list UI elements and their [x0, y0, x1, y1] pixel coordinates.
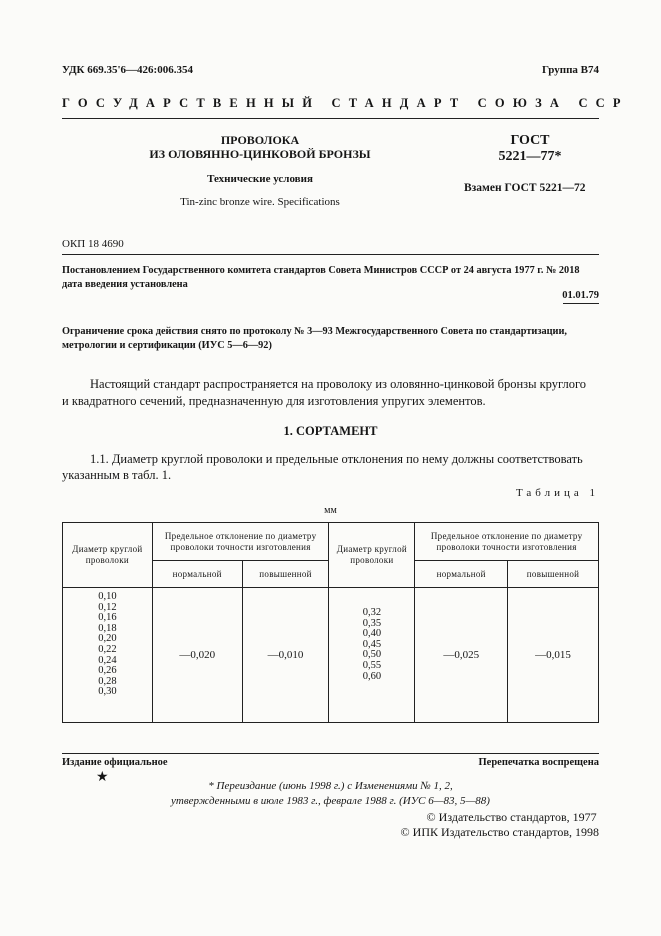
gost-number: 5221—77*: [498, 149, 562, 164]
table-header-row: [63, 523, 599, 561]
intro-line2: и квадратного сечений, предназначенную для изготовления упругих элементов.: [62, 394, 486, 408]
group1-normal: —0,020: [152, 588, 242, 723]
document-title: [130, 133, 390, 161]
official-edition: Издание официальное: [62, 757, 168, 768]
introduction-date: 01.01.79: [562, 290, 599, 301]
title-line2: ИЗ ОЛОВЯННО-ЦИНКОВОЙ БРОНЗЫ: [149, 147, 371, 161]
table-caption: Таблица 1: [515, 487, 599, 499]
col-header-diameter: Диаметр круглой проволоки: [63, 523, 153, 588]
copyright-1977: © Издательство стандартов, 1977: [426, 810, 597, 824]
group2-high: —0,015: [508, 588, 599, 723]
footer-rule: [62, 753, 599, 754]
udk-code: УДК 669.35'6—426:006.354: [62, 64, 193, 76]
table-units: мм: [324, 505, 337, 516]
subheader-normal: нормальной: [152, 561, 242, 588]
resolution-line1: Постановлением Государственного комитета стандартов Совета Министров СССР от 24 августа 1977 г. № 2018: [62, 265, 580, 276]
group2-diameters: 0,32 0,35 0,40 0,45 0,50 0,55 0,60: [329, 588, 415, 723]
section-paragraph: [62, 451, 599, 483]
header-rule: [62, 118, 599, 119]
reissue-note: [62, 779, 599, 809]
group1-diameters: 0,10 0,12 0,16 0,18 0,20 0,22 0,24 0,26 0,28 0,30: [63, 588, 153, 723]
subheader-high: повышенной: [242, 561, 329, 588]
copyright-block: [401, 810, 599, 840]
state-standard-heading: ГОСУДАРСТВЕННЫЙ СТАНДАРТ СОЮЗА ССР: [62, 96, 629, 110]
resolution-text: [62, 264, 599, 292]
resolution-line2: дата введения установлена: [62, 279, 188, 290]
title-line1: ПРОВОЛОКА: [220, 133, 300, 147]
restriction-note: [62, 325, 599, 353]
table-1: [62, 522, 599, 723]
table-row: [63, 588, 599, 723]
document-subtitle: Технические условия: [207, 173, 313, 185]
gost-label: ГОСТ: [510, 133, 550, 148]
date-underline: [563, 303, 599, 304]
group1-high: —0,010: [242, 588, 329, 723]
restriction-line1: Ограничение срока действия снято по протоколу № 3—93 Межгосударственного Совета по стандартизации,: [62, 326, 567, 337]
reissue-note-line1: * Переиздание (июнь 1998 г.) с Изменениями № 1, 2,: [208, 780, 453, 792]
group2-normal: —0,025: [415, 588, 508, 723]
section-para-line2: указанным в табл. 1.: [62, 468, 172, 482]
star-icon: ★: [96, 770, 109, 785]
intro-line1: Настоящий стандарт распространяется на проволоку из оловянно-цинковой бронзы круглого: [90, 377, 587, 391]
intro-paragraph: [62, 376, 599, 410]
section-heading: 1. СОРТАМЕНТ: [283, 424, 378, 438]
okp-code: ОКП 18 4690: [62, 238, 124, 250]
replaces-standard: Взамен ГОСТ 5221—72: [464, 182, 586, 194]
col-header-deviation: Предельное отклонение по диаметру проволоки точности изготовления: [152, 523, 329, 561]
group-code: Группа В74: [541, 64, 599, 76]
gost-block: [480, 133, 580, 165]
section-para-line1: 1.1. Диаметр круглой проволоки и предельные отклонения по нему должны соответствовать: [90, 452, 583, 466]
subheader-high-2: повышенной: [508, 561, 599, 588]
subheader-normal-2: нормальной: [415, 561, 508, 588]
reissue-note-line2: утвержденными в июле 1983 г., феврале 1988 г. (ИУС 6—83, 5—88): [171, 795, 490, 807]
copyright-1998: © ИПК Издательство стандартов, 1998: [400, 825, 599, 839]
restriction-line2: метрологии и сертификации (ИУС 5—6—92): [62, 340, 272, 351]
english-title: Tin-zinc bronze wire. Specifications: [180, 196, 340, 208]
reprint-prohibited: Перепечатка воспрещена: [478, 757, 599, 768]
okp-rule: [62, 254, 599, 255]
col-header-diameter-2: Диаметр круглой проволоки: [329, 523, 415, 588]
col-header-deviation-2: Предельное отклонение по диаметру проволоки точности изготовления: [415, 523, 599, 561]
